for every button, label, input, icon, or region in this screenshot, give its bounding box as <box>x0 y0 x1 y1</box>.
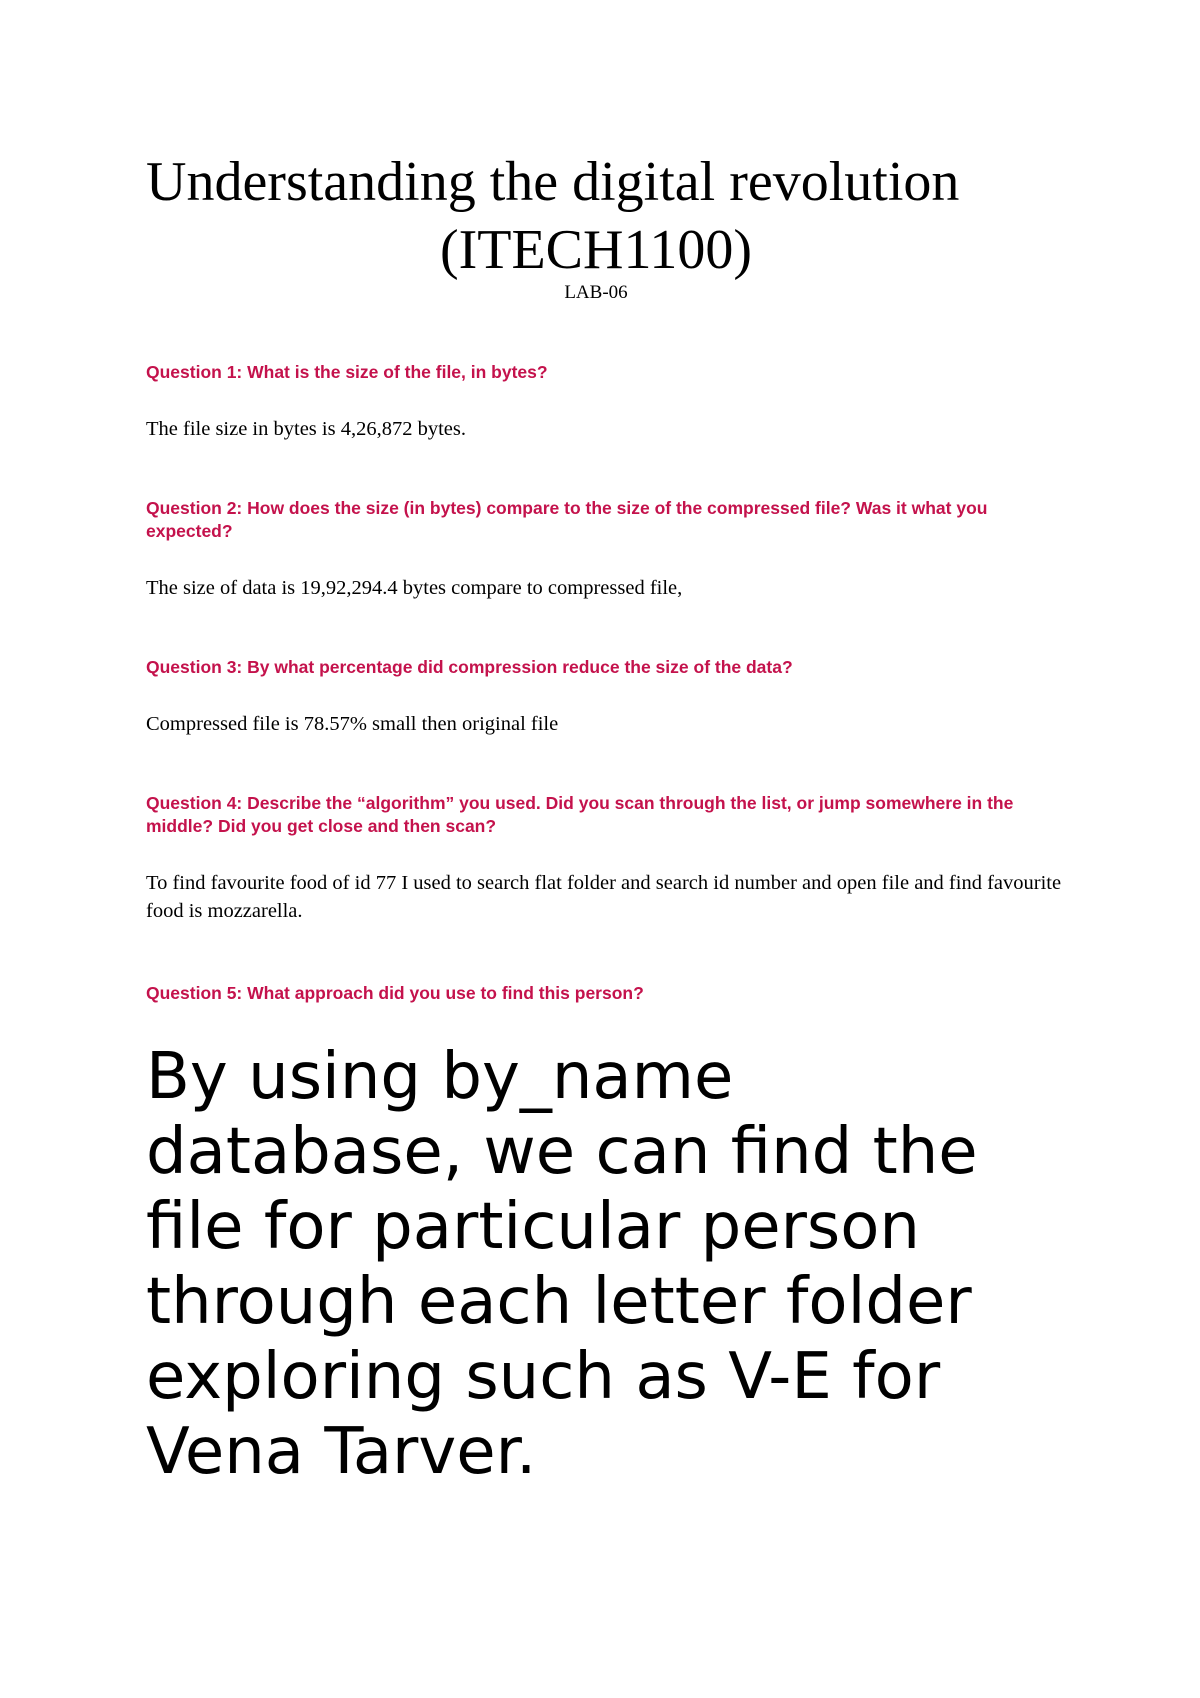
lab-label: LAB-06 <box>564 282 628 303</box>
question-4: Question 4: Describe the “algorithm” you used. Did you scan through the list, or jump somewhere in the middle? Did you get close and then scan? <box>146 793 1014 836</box>
question-1: Question 1: What is the size of the file, in bytes? <box>146 362 548 382</box>
question-5: Question 5: What approach did you use to find this person? <box>146 983 644 1003</box>
answer-5: By using by_name database, we can find the file for particular person through each letter folder exploring such as V-E for Vena Tarver. <box>146 1040 978 1489</box>
answer-1: The file size in bytes is 4,26,872 bytes. <box>146 418 466 440</box>
question-3: Question 3: By what percentage did compression reduce the size of the data? <box>146 657 793 677</box>
title-line-1: Understanding the digital revolution <box>146 151 960 213</box>
answer-2: The size of data is 19,92,294.4 bytes compare to compressed file, <box>146 577 683 599</box>
document-title <box>146 148 1046 284</box>
answer-3: Compressed file is 78.57% small then original file <box>146 713 559 735</box>
title-line-2: (ITECH1100) <box>439 219 753 281</box>
question-2: Question 2: How does the size (in bytes) compare to the size of the compressed file? Was it what you expected? <box>146 498 988 541</box>
answer-4: To find favourite food of id 77 I used to search flat folder and search id number and open file and find favourite food is mozzarella. <box>146 872 1062 922</box>
